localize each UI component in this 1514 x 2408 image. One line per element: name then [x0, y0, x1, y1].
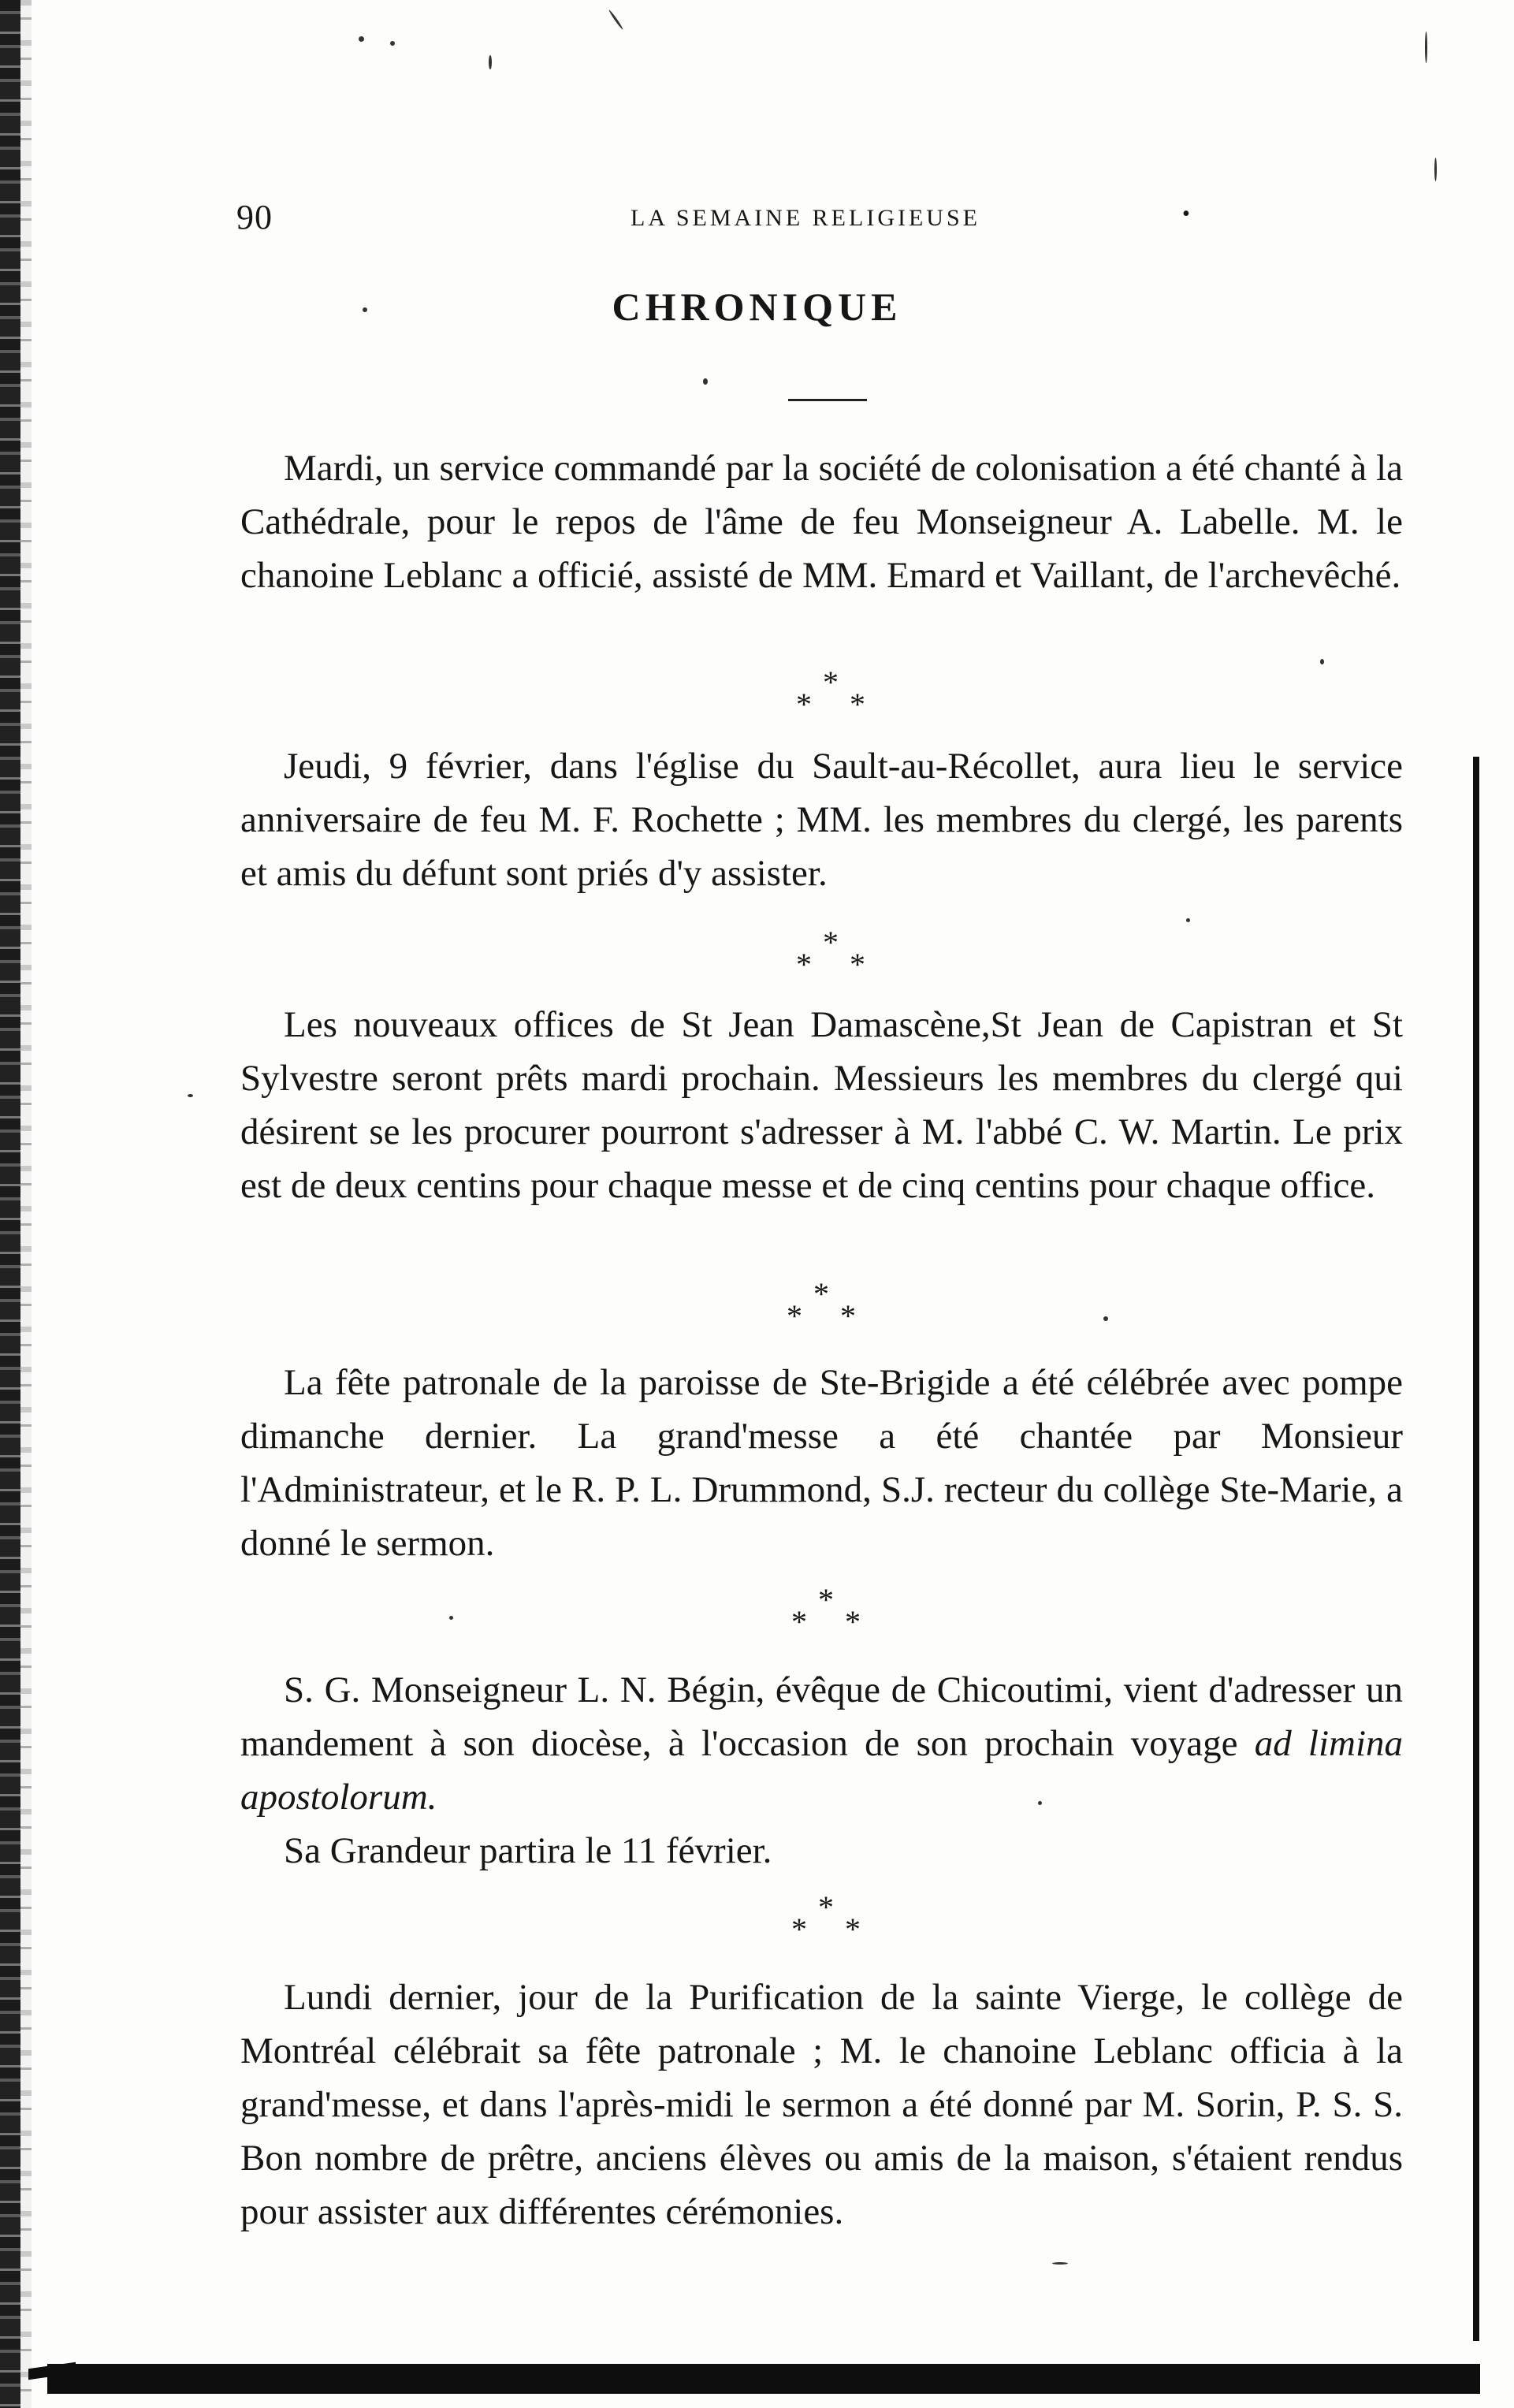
scan-speck	[188, 1094, 193, 1097]
news-paragraph: Jeudi, 9 février, dans l'église du Sault-au-Récollet, aura lieu le service anniversaire de feu M. F. Rochette ; MM. les membres du clergé, les parents et amis du défunt sont priés d'y assister.	[240, 746, 1403, 894]
scan-speck	[489, 55, 492, 69]
scan-speck	[1052, 2262, 1068, 2265]
header-mark: •	[1182, 202, 1190, 226]
asterism-star: *	[791, 1604, 807, 1639]
news-paragraph	[240, 1663, 1403, 1824]
binding-edge	[0, 0, 20, 2408]
asterism-star: *	[791, 1911, 807, 1947]
asterism-star: *	[823, 664, 839, 700]
scan-speck	[1186, 918, 1190, 922]
asterism	[785, 1582, 880, 1639]
asterism-star: *	[818, 1582, 834, 1617]
asterism-star: *	[818, 1889, 834, 1925]
news-paragraph: Lundi dernier, jour de la Purification de la sainte Vierge, le collège de Montréal célébrait sa fête patronale ; M. le chanoine Leblanc officia à la grand'messe, et dans l'après-midi le sermon a été donné par M. Sorin, P. S. S. Bon nombre de prêtre, anciens élèves ou amis de la maison, s'étaient rendus pour assister aux différentes cérémonies.	[240, 1977, 1403, 2232]
scan-speck	[1320, 659, 1324, 664]
page-number: 90	[236, 198, 273, 236]
scan-speck	[1103, 1316, 1108, 1321]
running-head	[236, 197, 1214, 244]
scan-speck	[608, 9, 624, 30]
scan-speck	[359, 36, 364, 42]
page-edge-right	[1473, 757, 1479, 2341]
asterism	[790, 925, 884, 982]
asterism-star: *	[840, 1298, 856, 1334]
asterism-star: *	[813, 1276, 829, 1312]
title-rule	[788, 399, 867, 401]
asterism-star: *	[796, 687, 812, 722]
scan-speck	[390, 41, 395, 46]
asterism-star: *	[850, 947, 865, 982]
asterism-star: *	[796, 947, 812, 982]
asterism-star: *	[787, 1298, 802, 1334]
asterism	[790, 664, 884, 722]
scan-speck	[1425, 32, 1427, 63]
latin-phrase: ad limina apostolorum.	[240, 1723, 1403, 1818]
page-edge-bottom	[47, 2364, 1480, 2394]
journal-title: LA SEMAINE RELIGIEUSE	[631, 205, 980, 231]
asterism-star: *	[850, 687, 865, 722]
binding-shadow	[20, 0, 32, 2408]
scan-speck	[1434, 158, 1437, 181]
asterism	[780, 1276, 875, 1334]
news-paragraph-continuation: Sa Grandeur partira le 11 février.	[284, 1830, 772, 1871]
asterism	[785, 1889, 880, 1947]
scan-speck	[449, 1616, 453, 1620]
news-paragraph: La fête patronale de la paroisse de Ste-Brigide a été célébrée avec pompe dimanche dernier. La grand'messe a été chantée par Monsieur l'Administrateur, et le R. P. L. Drummond, S.J. recteur du collège Ste-Marie, a donné le sermon.	[240, 1362, 1403, 1564]
news-paragraph: Les nouveaux offices de St Jean Damascène,St Jean de Capistran et St Sylvestre seront prêts mardi prochain. Messieurs les membres du clergé qui désirent se les procurer pourront s'adresser à M. l'abbé C. W. Martin. Le prix est de deux centins pour chaque messe et de cinq centins pour chaque office.	[240, 1004, 1403, 1206]
asterism-star: *	[845, 1911, 861, 1947]
paragraph-text: S. G. Monseigneur L. N. Bégin, évêque de Chicoutimi, vient d'adresser un mandement à son diocèse, à l'occasion de son prochain voyage	[240, 1669, 1403, 1764]
asterism-star: *	[845, 1604, 861, 1639]
section-title: CHRONIQUE	[612, 285, 902, 329]
asterism-star: *	[823, 925, 839, 960]
scan-speck	[703, 378, 708, 385]
news-paragraph: Mardi, un service commandé par la société de colonisation a été chanté à la Cathédrale, pour le repos de l'âme de feu Monseigneur A. Labelle. M. le chanoine Leblanc a officié, assisté de MM. Emard et Vaillant, de l'archevêché.	[240, 448, 1403, 596]
